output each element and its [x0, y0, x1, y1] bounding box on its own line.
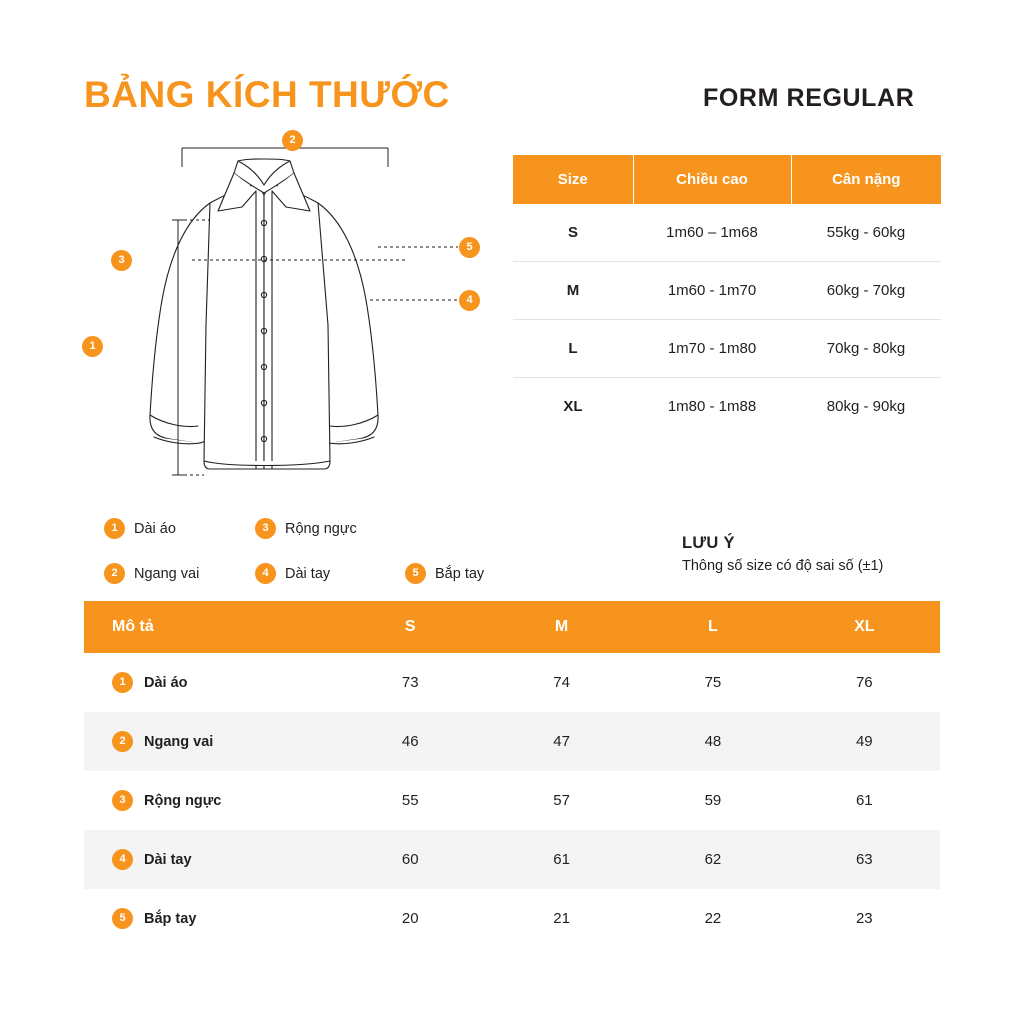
- col-description: Mô tả: [84, 601, 335, 653]
- cell-l: 62: [637, 830, 788, 889]
- cell-height: 1m80 - 1m88: [667, 398, 757, 415]
- row-label-1: Dài áo: [144, 674, 188, 691]
- measurement-table: [84, 601, 940, 948]
- col-m: M: [486, 601, 637, 653]
- cell-s: 46: [335, 712, 486, 771]
- cell-l: 48: [637, 712, 788, 771]
- cell-m: 74: [553, 674, 570, 691]
- legend-label-4: Dài tay: [285, 565, 331, 582]
- col-size: Size: [513, 155, 633, 204]
- legend-item-1: [104, 518, 176, 539]
- legend-badge-4: 4: [255, 563, 276, 584]
- note-title: LƯU Ý: [682, 534, 735, 552]
- cell-s: 73: [401, 674, 419, 691]
- col-height: Chiều cao: [633, 155, 791, 204]
- table-row: [84, 771, 940, 830]
- shirt-diagram: [78, 125, 508, 515]
- marker-2-badge: 2: [282, 130, 303, 151]
- row-description: [84, 830, 335, 889]
- cell-s: 20: [401, 910, 419, 927]
- col-s: S: [335, 601, 486, 653]
- table-row: [84, 830, 940, 889]
- cell-height: 1m70 - 1m80: [633, 320, 791, 378]
- row-description: [84, 712, 335, 771]
- cell-l: 59: [704, 792, 722, 809]
- row-badge-2: 2: [112, 731, 133, 752]
- legend-label-3: Rộng ngực: [285, 520, 357, 537]
- legend-label-1: Dài áo: [134, 520, 176, 537]
- table-row: [513, 262, 941, 320]
- legend-item-5: [405, 563, 484, 584]
- diagram-legend: [104, 518, 524, 588]
- row-label-3: Rộng ngực: [144, 792, 222, 809]
- marker-3-badge: 3: [111, 250, 132, 271]
- table-row: [513, 204, 941, 262]
- legend-item-2: [104, 563, 199, 584]
- cell-s: 60: [335, 830, 486, 889]
- cell-xl: 49: [789, 712, 940, 771]
- row-label-5: Bắp tay: [144, 910, 197, 927]
- cell-m: 61: [486, 830, 637, 889]
- row-badge-1: 1: [112, 672, 133, 693]
- cell-height: 1m60 - 1m70: [633, 262, 791, 320]
- marker-5-badge: 5: [459, 237, 480, 258]
- row-badge-4: 4: [112, 849, 133, 870]
- table-header-row: [84, 601, 940, 653]
- form-title: FORM REGULAR: [703, 84, 915, 112]
- cell-xl: 63: [789, 830, 940, 889]
- row-label-4: Dài tay: [144, 851, 192, 868]
- row-description: [84, 653, 335, 712]
- cell-xl: 76: [855, 674, 873, 691]
- table-row: [84, 712, 940, 771]
- cell-weight: 55kg - 60kg: [791, 204, 941, 262]
- legend-badge-5: 5: [405, 563, 426, 584]
- legend-badge-2: 2: [104, 563, 125, 584]
- table-row: [84, 889, 940, 948]
- cell-m: 57: [553, 792, 570, 809]
- table-header-row: [513, 155, 941, 204]
- legend-item-3: [255, 518, 357, 539]
- legend-label-5: Bắp tay: [435, 565, 485, 582]
- cell-size: XL: [563, 398, 583, 415]
- cell-l: 22: [704, 910, 722, 927]
- cell-weight: 70kg - 80kg: [791, 320, 941, 378]
- cell-m: 47: [486, 712, 637, 771]
- marker-4-badge: 4: [459, 290, 480, 311]
- cell-m: 21: [553, 910, 570, 927]
- legend-label-2: Ngang vai: [134, 565, 200, 582]
- legend-item-4: [255, 563, 330, 584]
- cell-size: M: [513, 262, 633, 320]
- table-row: [513, 320, 941, 378]
- form-regular-table: [513, 155, 941, 435]
- cell-s: 55: [401, 792, 419, 809]
- legend-badge-1: 1: [104, 518, 125, 539]
- cell-weight: 80kg - 90kg: [826, 398, 906, 415]
- row-description: [84, 771, 335, 830]
- marker-1-badge: 1: [82, 336, 103, 357]
- note-body: Thông số size có độ sai số (±1): [682, 558, 884, 574]
- row-description: [84, 889, 335, 948]
- row-badge-5: 5: [112, 908, 133, 929]
- cell-xl: 61: [855, 792, 873, 809]
- cell-weight: 60kg - 70kg: [791, 262, 941, 320]
- note-block: [682, 534, 883, 574]
- cell-xl: 23: [855, 910, 873, 927]
- legend-badge-3: 3: [255, 518, 276, 539]
- col-xl: XL: [789, 601, 940, 653]
- cell-size: L: [513, 320, 633, 378]
- row-label-2: Ngang vai: [144, 733, 214, 750]
- cell-height: 1m60 – 1m68: [633, 204, 791, 262]
- col-l: L: [637, 601, 788, 653]
- col-weight: Cân nặng: [791, 155, 941, 204]
- table-row: [84, 653, 940, 712]
- table-row: [513, 378, 941, 436]
- cell-size: S: [513, 204, 633, 262]
- page-title: BẢNG KÍCH THƯỚC: [84, 74, 450, 115]
- cell-l: 75: [704, 674, 722, 691]
- row-badge-3: 3: [112, 790, 133, 811]
